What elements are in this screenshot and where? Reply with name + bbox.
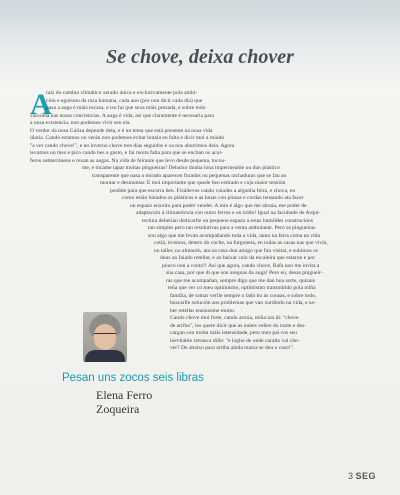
article-line: O verdor da nosa Galiza depende dela, e é un tema que está presente na nosa vida bbox=[30, 127, 213, 134]
article-line: ción e egoísmo da raza humana, cada ano (por non dicir cada día) que bbox=[46, 97, 203, 104]
article-title: Se chove, deixa chover bbox=[106, 46, 294, 68]
article-line: de arriba", iso quere dicir que as nubes veñen do norte e des- bbox=[170, 322, 307, 329]
article-line: a nosa existencia, non podemos vivir sen ela. bbox=[30, 120, 131, 126]
article-line: pasa a auga é máis escasa, e iso fai que sexa máis prezada, e sobre todo bbox=[46, 105, 206, 111]
article-line: familia, de tomar verlle sempre o lado bo ás cousas, e sobre todo, bbox=[170, 292, 317, 299]
article-line: me, e tócame tapar moitas pingueiras! Debaixo dunha lona impermeable ou dun plástico bbox=[82, 165, 280, 171]
article-line: adaptación á climatoloxía con outro ferros e un toldo! Igual na facultade de Arqui- bbox=[136, 210, 321, 216]
article-body bbox=[30, 90, 375, 353]
author-place: Zoqueira bbox=[96, 402, 140, 416]
article-line: tan simples pero tan resolutivas para a venta ambulante. Pero as pingueiras bbox=[148, 225, 316, 231]
column-title: Pesan uns zocos seis libras bbox=[62, 372, 204, 384]
article-line: un espazo enxoito para poder vender. A min é algo que me abraia, ese poder de bbox=[130, 202, 307, 209]
article-line: posible para que escorra ben. Fixádevos cando vaiades a algunha feira, e chova, en bbox=[110, 187, 296, 194]
author-name: Elena Ferro bbox=[96, 388, 153, 402]
article-line: son algo que me levan acompañando toda a vida, tanto na feira coma na vida bbox=[148, 232, 320, 239]
article-line: "a ver cando chove!", e no inverno chove tres días seguidos e xa nos aburrimos dela. Agora bbox=[30, 142, 235, 149]
article-line: levamos un mes e pico cando bes a gusto, e fai moita falta para que se enchan os acuí- bbox=[30, 150, 223, 156]
sky-header-image bbox=[0, 0, 400, 84]
page-folio bbox=[348, 471, 376, 481]
article-line: transparente que nasa a mirado aparecen furados ou pequenas rachaduras que se fan ao bbox=[92, 172, 287, 179]
article-line: súa casa, por que di que son aregoas da auga! Pero eu, desas pingueir- bbox=[166, 270, 323, 276]
article-line: inevitable retranca dille: "e logho de onde caralio vai cho- bbox=[170, 337, 300, 344]
magazine-logo: SEG bbox=[355, 471, 376, 481]
author-photo bbox=[83, 312, 127, 362]
article-line: teña que ver co meu optimismo, optimismo transmitido pola miña bbox=[168, 285, 316, 291]
article-line: ber retellar ensinosme moito. bbox=[170, 307, 236, 314]
article-line: raiz do cambio climático xerado única e exclusivamente pola ambi- bbox=[46, 90, 198, 96]
article-line: dous ao faiado retellar, e ao baixar caín da escaleira que estaron e por bbox=[160, 255, 316, 261]
article-line: cotiá, tivemos, dentro do coche, na furgoneta, en todas as casas nas que vivín, bbox=[154, 240, 328, 246]
article-line: montar e desmontar. É moi importante que quede ben estirado e cuja maior tensión bbox=[100, 180, 286, 186]
article-line: como están botados os plásticos e as lonas con pinzas e cordas tensando ata facer bbox=[122, 195, 304, 201]
article-line: ver? De abaixo para arriba ainda nunca se deu o caso!". bbox=[170, 345, 295, 351]
article-line: buscarlle solución aos problemas que van xurdindo na vida, e sa- bbox=[170, 300, 316, 306]
page-number: 3 bbox=[347, 471, 353, 481]
article-line: Cando chove moi forte, cando arroia, miña nai di: "chove bbox=[170, 315, 299, 321]
article-line: valorada nas nosas conciencias. A auga é vida, así que claramente é necesaria para bbox=[30, 112, 215, 119]
article-line: feros subterráneos e rexan as augas. Na vida de feirante que levo desde pequena, tocou- bbox=[30, 157, 227, 164]
article-line: cargan con moita máis intensidade, pero men pai cos seu bbox=[170, 330, 297, 336]
article-line: tectura deberían dedicarlle un pequeno espazo a estas humildes construcións bbox=[142, 217, 314, 224]
drop-cap: A bbox=[30, 88, 52, 121]
article-line: diaria. Cando estamos no verán non podemos evitar botala en falta e dicir moi a miúdo bbox=[30, 135, 225, 141]
article-line: ras que me acompañan, sempre digo que me dan boa sorte, quizais bbox=[166, 277, 315, 284]
article-line: pouco non a conto!! Así que agora, cando chove, Rafa non me invita a bbox=[162, 262, 320, 269]
article-line: no taller, no almacén, ata na casa dun amigo que fun visitar, e subimos os bbox=[154, 247, 319, 254]
